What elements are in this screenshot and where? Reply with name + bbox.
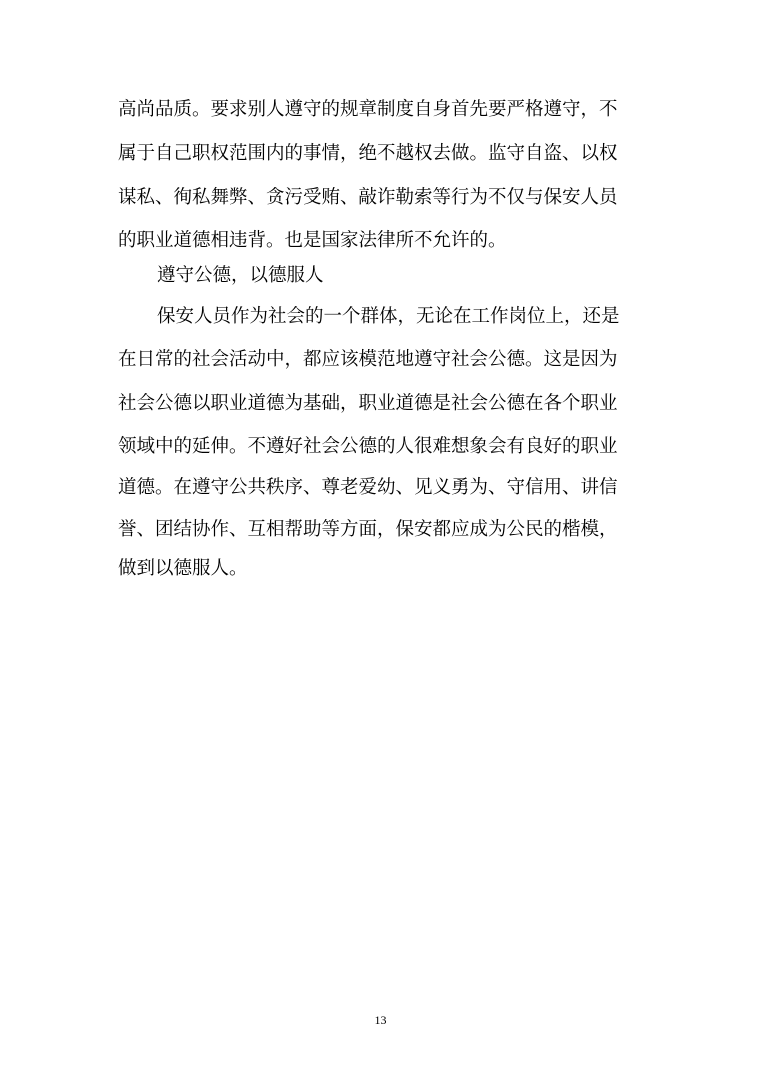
- paragraph-2-line-7: 做到以德服人。: [118, 558, 248, 579]
- paragraph-2-line-2: 在日常的社会活动中，都应该模范地遵守社会公德。这是因为: [118, 349, 618, 370]
- paragraph-1-line-2: 属于自己职权范围内的事情，绝不越权去做。监守自盗、以权: [118, 143, 618, 164]
- paragraph-1-line-4: 的职业道德相违背。也是国家法律所不允许的。: [118, 230, 507, 251]
- section-heading: 遵守公德，以德服人: [157, 265, 324, 286]
- paragraph-1-line-3: 谋私、徇私舞弊、贪污受贿、敲诈勒索等行为不仅与保安人员: [118, 187, 618, 208]
- paragraph-2-line-4: 领域中的延伸。不遵好社会公德的人很难想象会有良好的职业: [118, 436, 618, 457]
- paragraph-2-line-5: 道德。在遵守公共秩序、尊老爱幼、见义勇为、守信用、讲信: [118, 477, 618, 498]
- paragraph-2-line-6: 誉、团结协作、互相帮助等方面，保安都应成为公民的楷模，: [118, 519, 618, 540]
- paragraph-2-line-1: 保安人员作为社会的一个群体，无论在工作岗位上，还是: [157, 306, 620, 327]
- paragraph-1-line-1: 高尚品质。要求别人遵守的规章制度自身首先要严格遵守，不: [118, 99, 618, 120]
- paragraph-2-line-3: 社会公德以职业道德为基础，职业道德是社会公德在各个职业: [118, 393, 618, 414]
- page-number: 13: [374, 1013, 387, 1027]
